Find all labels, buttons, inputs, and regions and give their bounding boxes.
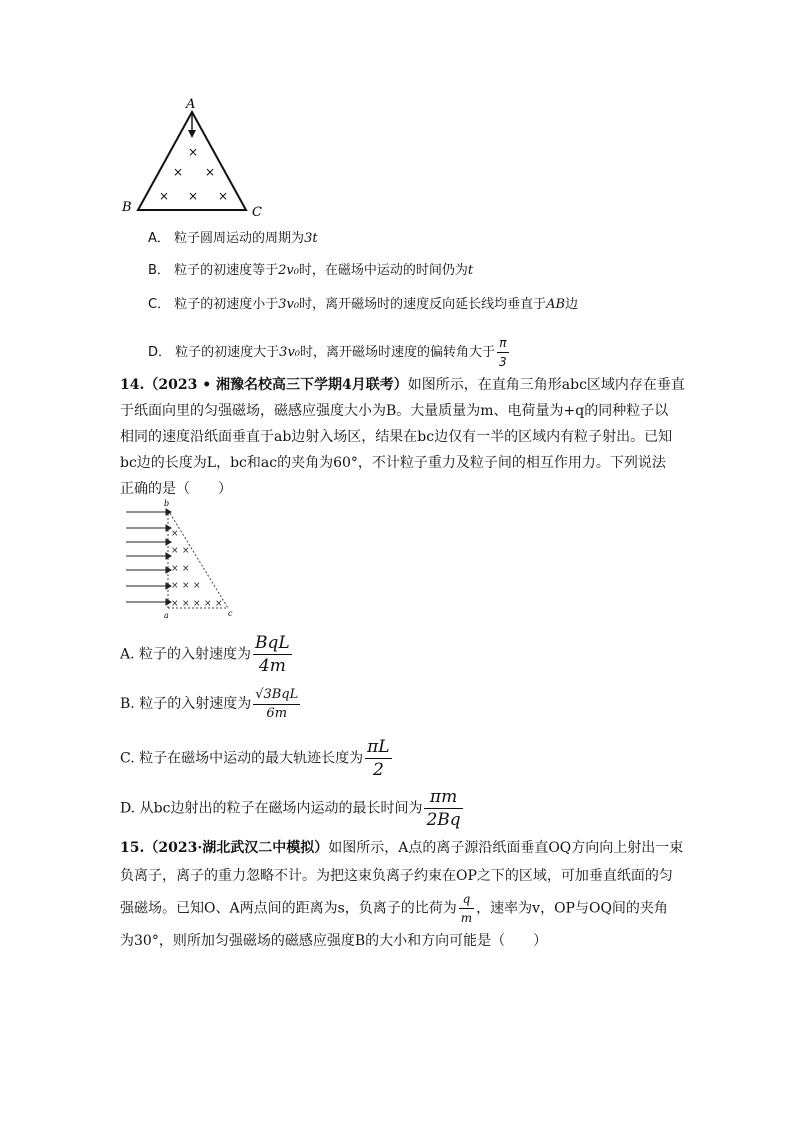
fraction: $\frac{\text{√3BqL}}{6m}$	[255, 686, 299, 721]
field-mark: ×	[193, 581, 201, 591]
fraction: $\frac{\pi L}{2}$	[367, 737, 390, 780]
field-mark: ×	[204, 599, 212, 609]
field-mark: ×	[182, 581, 190, 591]
field-mark: ×	[182, 599, 190, 609]
question-15: 15.（2023·湖北武汉二中模拟）如图所示，A点的离子源沿纸面垂直OQ方向向上射出一束 负离子，离子的重力忽略不计。为把这束负离子约束在OP之下的区域，可加垂直纸面的匀 强磁场。已知O、A两点间的距离为s，负离子的比荷为 $\frac{q}{m}$ ，速率为v，OP与OQ间的夹角 为30°，则所加匀强磁场的磁感应强度B的大小和方向可能是（ ）	[120, 840, 684, 949]
q13-option-d: D． 粒子的初速度大于3v₀时，离开磁场时速度的偏转角大于 $\frac{\pi}{3}$	[148, 336, 507, 369]
question-number: 14.	[120, 377, 145, 393]
right-triangle-figure	[118, 498, 248, 620]
question-source: （2023·湖北武汉二中模拟）	[144, 840, 329, 856]
field-mark: ×	[188, 189, 199, 203]
field-mark: ×	[193, 599, 201, 609]
field-mark: ×	[218, 189, 229, 203]
vertex-label-c: c	[228, 609, 233, 618]
field-mark: ×	[188, 145, 199, 159]
triangle-figure	[118, 96, 268, 221]
field-mark: ×	[182, 546, 190, 556]
question-14: 14.（2023 • 湘豫名校高三下学期4月联考）如图所示，在直角三角形abc区域内存在垂直 于纸面向里的匀强磁场，磁感应强度大小为B。大量质量为m、电荷量为+q的同种粒子以 相同的速度沿纸面垂直于ab边射入场区，结果在bc边仅有一半的区域内有粒子射出。已知 bc边的长度为L，bc和ac的夹角为60°，不计粒子重力及粒子间的相互作用力。下列说法 正确的是（ ）	[120, 377, 685, 497]
q14-option-b: B. 粒子的入射速度为 $\frac{\text{√3BqL}}{6m}$	[120, 686, 299, 721]
vertex-label-b: B	[122, 200, 132, 215]
field-mark: ×	[159, 189, 170, 203]
question-source: （2023 • 湘豫名校高三下学期4月联考）	[144, 377, 408, 393]
q13-option-c: C． 粒子的初速度小于3v₀时，离开磁场时的速度反向延长线均垂直于AB边	[148, 297, 579, 312]
vertex-label-a: A	[186, 97, 196, 112]
edge-bc	[168, 510, 228, 608]
field-mark: ×	[171, 599, 179, 609]
field-mark: ×	[182, 564, 190, 574]
vertex-label-b: b	[164, 499, 170, 508]
fraction: $\frac{\pi m}{2Bq}$	[426, 787, 461, 830]
incident-arrows	[126, 509, 171, 605]
q13-option-a: A． 粒子圆周运动的周期为3t	[148, 231, 318, 246]
field-mark: ×	[171, 564, 179, 574]
vertex-label-c: C	[252, 205, 262, 220]
q14-option-a: A. 粒子的入射速度为 $\frac{\text{BqL}}{4m}$	[120, 633, 290, 676]
field-mark: ×	[171, 546, 179, 556]
fraction: $\frac{q}{m}$	[460, 892, 473, 925]
fraction: $\frac{\pi}{3}$	[499, 336, 507, 369]
field-mark: ×	[215, 599, 223, 609]
q13-option-b: B． 粒子的初速度等于2v₀时，在磁场中运动的时间仍为t	[148, 263, 474, 278]
q14-option-c: C. 粒子在磁场中运动的最大轨迹长度为 $\frac{\pi L}{2}$	[120, 737, 390, 780]
field-mark: ×	[173, 165, 184, 179]
field-mark: ×	[205, 165, 216, 179]
fraction: $\frac{\text{BqL}}{4m}$	[255, 633, 290, 676]
field-mark: ×	[171, 581, 179, 591]
arrow-head	[188, 130, 196, 138]
q14-option-d: D. 从bc边射出的粒子在磁场内运动的最长时间为 $\frac{\pi m}{2Bq}$	[120, 787, 461, 830]
question-number: 15.	[120, 840, 145, 856]
field-mark: ×	[171, 529, 179, 539]
vertex-label-a: a	[164, 611, 169, 620]
